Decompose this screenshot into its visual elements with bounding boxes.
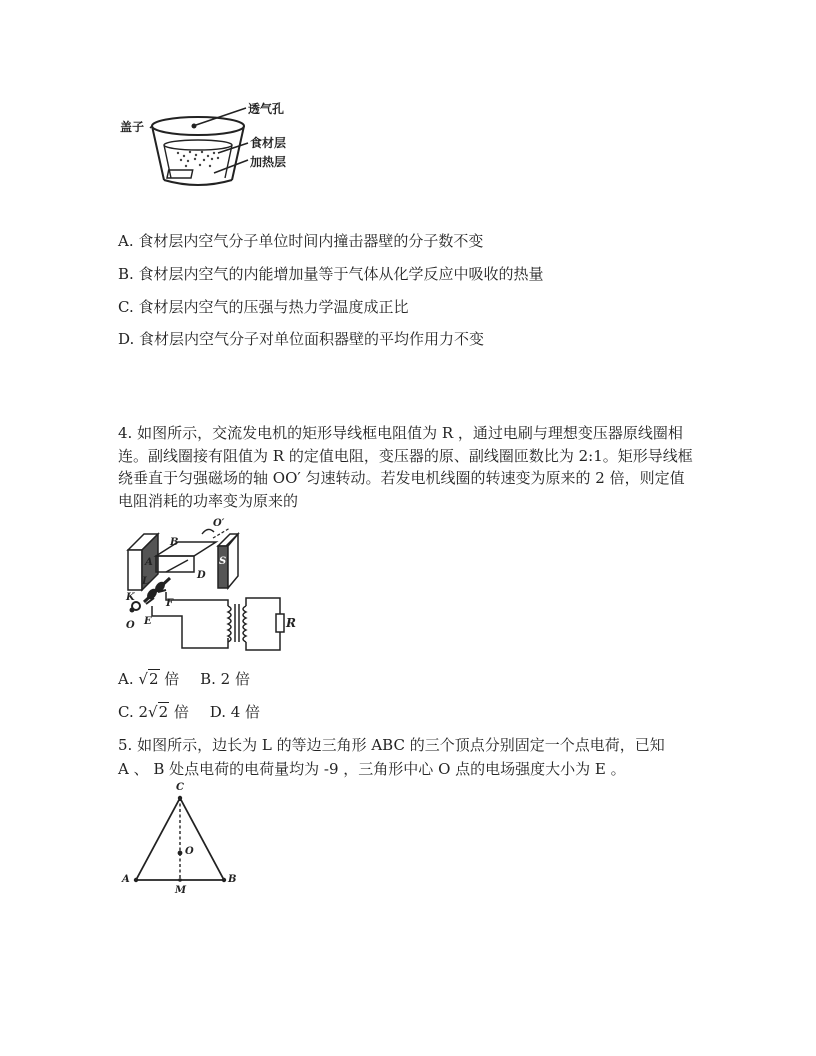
label-o-prime: O′ xyxy=(213,518,225,529)
q4-option-d: D. 4 倍 xyxy=(209,703,261,721)
q3-option-c: C. 食材层内空气的压强与热力学温度成正比 xyxy=(118,298,409,316)
label-heating-layer: 加热层 xyxy=(250,155,287,169)
sqrt-icon: √ xyxy=(138,670,148,688)
label-s: S xyxy=(219,556,227,567)
label-b: B xyxy=(170,537,179,548)
generator-diagram xyxy=(118,520,308,660)
label-vertex-c: C xyxy=(176,782,184,793)
label-vertex-a: A xyxy=(122,874,130,885)
label-vent: 透气孔 xyxy=(248,102,285,116)
label-e: E xyxy=(144,616,152,627)
label-center-o: O xyxy=(185,846,194,857)
label-food-layer: 食材层 xyxy=(250,136,287,150)
label-vertex-b: B xyxy=(228,874,237,885)
label-d: D xyxy=(197,570,206,581)
label-lid: 盖子 xyxy=(120,120,145,134)
figure-generator xyxy=(118,520,308,660)
q4-options-row1 xyxy=(118,668,250,690)
label-r: R xyxy=(286,616,296,630)
label-n: N xyxy=(131,558,141,569)
q3-option-b: B. 食材层内空气的内能增加量等于气体从化学反应中吸收的热量 xyxy=(118,265,544,283)
q4-option-a: A. √2 倍 xyxy=(118,670,180,688)
label-a: A xyxy=(145,557,153,568)
label-f: F xyxy=(166,598,174,609)
label-midpoint-m: M xyxy=(175,885,187,896)
q4-stem: 4. 如图所示，交流发电机的矩形导线框电阻值为 R ，通过电刷与理想变压器原线圈相连。副线圈接有阻值为 R 的定值电阻，变压器的原、副线圈匝数比为 2:1。矩形导线框绕垂直于匀强磁场的轴 OO′ 匀速转动。若发电机线圈的转速变为原来的 2 倍，则定值电阻消耗的功率变为原来的 xyxy=(118,424,693,510)
heating-pot-diagram xyxy=(118,98,318,198)
q5-stem-line1: 5. 如图所示，边长为 L 的等边三角形 ABC 的三个顶点分别固定一个点电荷，已知 xyxy=(118,736,665,754)
q3-option-a: A. 食材层内空气分子单位时间内撞击器壁的分子数不变 xyxy=(118,232,484,250)
sqrt-icon: √ xyxy=(148,703,158,721)
figure-triangle xyxy=(118,782,248,898)
q4-option-c: C. 2√2 倍 xyxy=(118,703,189,721)
q5-stem-line2: A 、 B 处点电荷的电荷量均为 -9 ，三角形中心 O 点的电场强度大小为 E 。 xyxy=(118,760,626,778)
figure-heating-pot xyxy=(118,98,318,198)
q3-option-d: D. 食材层内空气分子对单位面积器壁的平均作用力不变 xyxy=(118,330,485,348)
label-l: L xyxy=(142,576,150,587)
label-k: K xyxy=(126,592,135,603)
q4-options-row2 xyxy=(118,701,260,723)
label-o: O xyxy=(126,620,135,631)
q4-option-b: B. 2 倍 xyxy=(200,670,250,688)
